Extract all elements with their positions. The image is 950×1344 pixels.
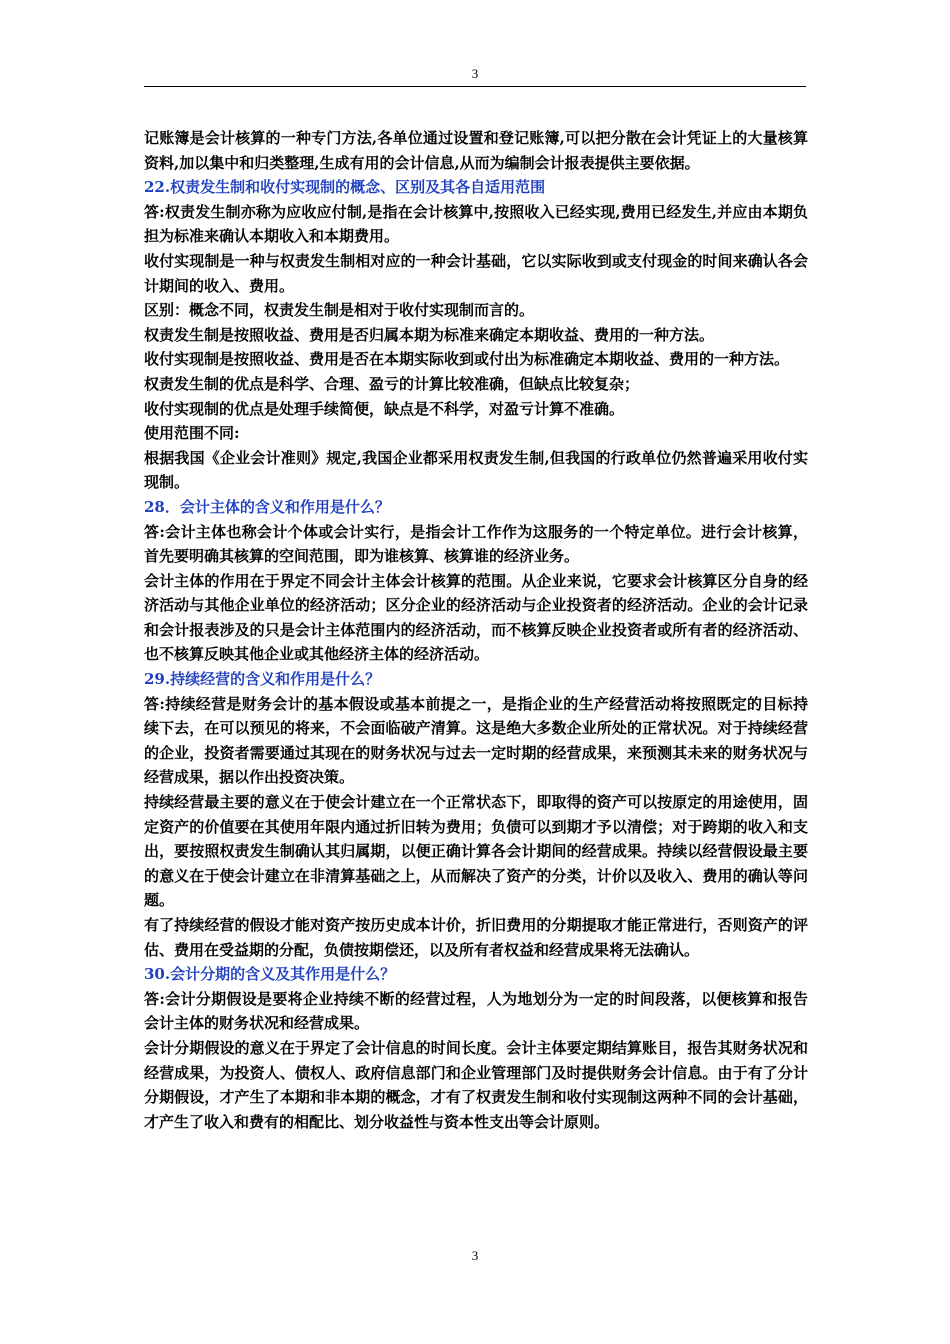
section-heading: 30.会计分期的含义及其作用是什么？ bbox=[144, 965, 396, 984]
body-paragraph: 收付实现制是一种与权责发生制相对应的一种会计基础，它以实际收到或支付现金的时间来确认各会计期间的收入、费用。 bbox=[144, 251, 808, 295]
body-paragraph: 答:会计主体也称会计个体或会计实行，是指会计工作作为这服务的一个特定单位。进行会计核算，首先要明确其核算的空间范围，即为谁核算、核算谁的经济业务。 bbox=[144, 522, 808, 566]
page-number-top: 3 bbox=[471, 66, 479, 81]
body-paragraph: 根据我国《企业会计准则》规定,我国企业都采用权责发生制,但我国的行政单位仍然普遍采用收付实现制。 bbox=[144, 448, 808, 492]
body-paragraph: 收付实现制是按照收益、费用是否在本期实际收到或付出为标准确定本期收益、费用的一种方法。 bbox=[144, 350, 790, 369]
body-paragraph: 持续经营最主要的意义在于使会计建立在一个正常状态下，即取得的资产可以按原定的用途使用，固定资产的价值要在其使用年限内通过折旧转为费用；负债可以到期才予以清偿；对于跨期的收入和支出，要按照权责发生制确认其归属期，以便正确计算各会计期间的经营成果。持续以经营假设最主要的意义在于使会计建立在非清算基础之上，从而解决了资产的分类，计价以及收入、费用的确认等问题。 bbox=[144, 793, 808, 910]
body-paragraph: 会计分期假设的意义在于界定了会计信息的时间长度。会计主体要定期结算账目，报告其财务状况和经营成果，为投资人、债权人、政府信息部门和企业管理部门及时提供财务会计信息。由于有了分计分期假设，才产生了本期和非本期的概念，才有了权责发生制和收付实现制这两种不同的会计基础，才产生了收入和费有的相配比、划分收益性与资本性支出等会计原则。 bbox=[144, 1038, 808, 1131]
body-paragraph: 答:权责发生制亦称为应收应付制,是指在会计核算中,按照收入已经实现,费用已经发生,并应由本期负担为标准来确认本期收入和本期费用。 bbox=[144, 202, 808, 246]
section-heading: 28．会计主体的含义和作用是什么？ bbox=[144, 497, 390, 516]
document-body bbox=[144, 126, 808, 1134]
body-paragraph: 记账簿是会计核算的一种专门方法,各单位通过设置和登记账簿,可以把分散在会计凭证上的大量核算资料,加以集中和归类整理,生成有用的会计信息,从而为编制会计报表提供主要依据。 bbox=[144, 129, 808, 172]
header-divider bbox=[144, 86, 806, 87]
body-paragraph: 有了持续经营的假设才能对资产按历史成本计价，折旧费用的分期提取才能正常进行，否则资产的评估、费用在受益期的分配，负债按期偿还，以及所有者权益和经营成果将无法确认。 bbox=[144, 916, 808, 959]
body-paragraph: 区别：概念不同，权责发生制是相对于收付实现制而言的。 bbox=[144, 301, 535, 320]
section-heading: 29.持续经营的含义和作用是什么？ bbox=[144, 670, 381, 689]
body-paragraph: 使用范围不同: bbox=[144, 424, 240, 443]
body-paragraph: 答:持续经营是财务会计的基本假设或基本前提之一，是指企业的生产经营活动将按照既定的目标持续下去，在可以预见的将来，不会面临破产清算。这是绝大多数企业所处的正常状况。对于持续经营的企业，投资者需要通过其现在的财务状况与过去一定时期的经营成果，来预测其未来的财务状况与经营成果，据以作出投资决策。 bbox=[144, 694, 808, 787]
body-paragraph: 会计主体的作用在于界定不同会计主体会计核算的范围。从企业来说，它要求会计核算区分自身的经济活动与其他企业单位的经济活动；区分企业的经济活动与企业投资者的经济活动。企业的会计记录和会计报表涉及的只是会计主体范围内的经济活动，而不核算反映企业投资者或所有者的经济活动、也不核算反映其他企业或其他经济主体的经济活动。 bbox=[144, 571, 808, 664]
body-paragraph: 权责发生制的优点是科学、合理、盈亏的计算比较准确，但缺点比较复杂； bbox=[144, 374, 640, 393]
body-paragraph: 权责发生制是按照收益、费用是否归属本期为标准来确定本期收益、费用的一种方法。 bbox=[144, 325, 715, 344]
section-heading: 22.权责发生制和收付实现制的概念、区别及其各自适用范围 bbox=[144, 178, 546, 197]
body-paragraph: 答:会计分期假设是要将企业持续不断的经营过程，人为地划分为一定的时间段落，以便核算和报告会计主体的财务状况和经营成果。 bbox=[144, 989, 808, 1033]
body-paragraph: 收付实现制的优点是处理手续简便，缺点是不科学，对盈亏计算不准确。 bbox=[144, 399, 625, 418]
page-number-bottom: 3 bbox=[471, 1248, 479, 1263]
